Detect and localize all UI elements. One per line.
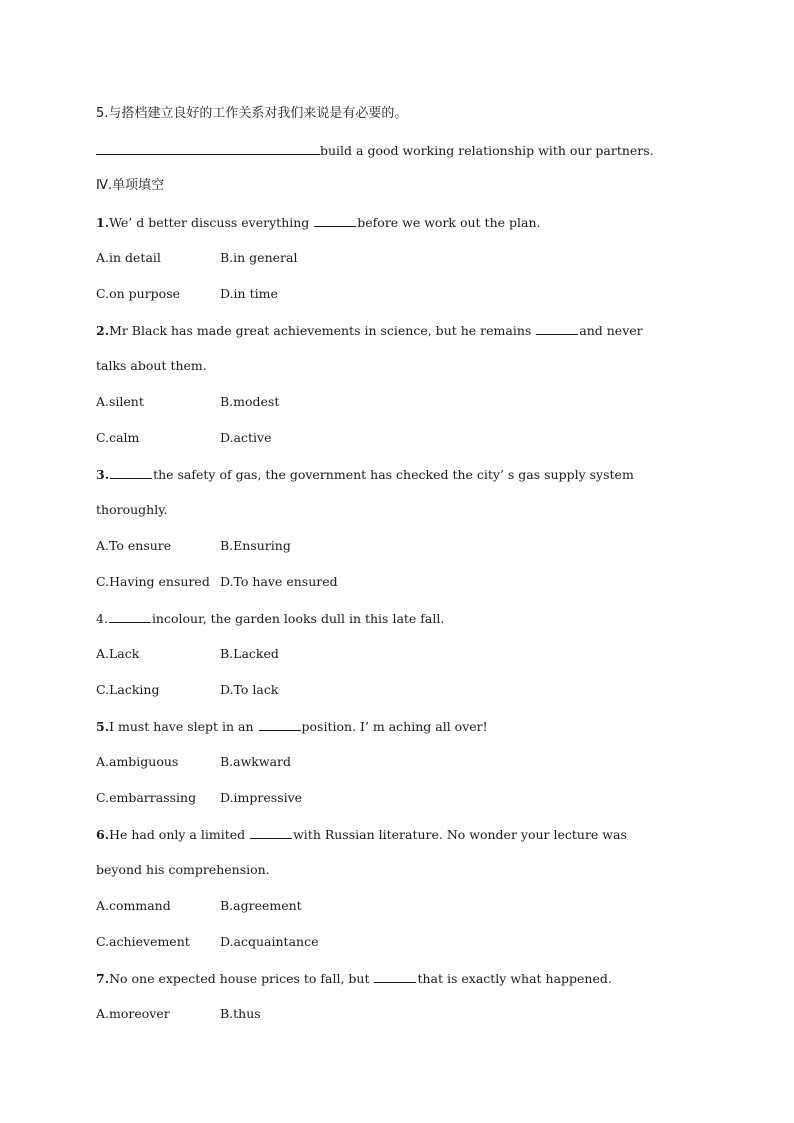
- question-7-options-ab: [96, 1006, 261, 1022]
- answer-blank[interactable]: [96, 142, 320, 155]
- stem-text: before we work out the plan.: [357, 215, 541, 230]
- stem-text: No one expected house prices to fall, but: [109, 971, 374, 986]
- question-6-stem-cont: beyond his comprehension.: [96, 862, 270, 877]
- question-number: 4.: [96, 611, 108, 626]
- question-4-options-ab: [96, 646, 279, 662]
- stem-text: incolour, the garden looks dull in this late fall.: [151, 611, 445, 626]
- question-3-stem-cont: thoroughly.: [96, 502, 168, 517]
- option-a[interactable]: A.command: [96, 898, 171, 913]
- option-c[interactable]: C.achievement: [96, 934, 190, 949]
- option-a[interactable]: A.in detail: [96, 250, 161, 265]
- q5-english-tail: build a good working relationship with our partners.: [320, 143, 654, 158]
- option-d[interactable]: D.To have ensured: [220, 574, 338, 589]
- question-6-stem: [96, 826, 627, 843]
- section-heading: Ⅳ.单项填空: [96, 178, 165, 193]
- stem-text: Mr Black has made great achievements in science, but he remains: [109, 323, 536, 338]
- q5-chinese-prompt: 5.与搭档建立良好的工作关系对我们来说是有必要的。: [96, 106, 408, 121]
- stem-text: He had only a limited: [109, 827, 250, 842]
- question-1-stem: [96, 214, 540, 231]
- question-6-options-ab: [96, 898, 302, 914]
- option-b[interactable]: B.modest: [220, 394, 280, 409]
- option-a[interactable]: A.Lack: [96, 646, 140, 661]
- question-number: 1.: [96, 215, 110, 230]
- question-4-stem: [96, 610, 444, 627]
- option-d[interactable]: D.impressive: [220, 790, 303, 805]
- option-c[interactable]: C.on purpose: [96, 286, 181, 301]
- option-c[interactable]: C.calm: [96, 430, 140, 445]
- stem-text: I must have slept in an: [109, 719, 258, 734]
- answer-blank[interactable]: [259, 718, 301, 731]
- question-5-options-ab: [96, 754, 292, 770]
- stem-text: that is exactly what happened.: [417, 971, 612, 986]
- answer-blank[interactable]: [374, 970, 416, 983]
- stem-text: with Russian literature. No wonder your lecture was: [293, 827, 627, 842]
- option-b[interactable]: B.Ensuring: [220, 538, 291, 553]
- question-3-stem: [96, 466, 634, 483]
- option-d[interactable]: D.To lack: [220, 682, 279, 697]
- question-5-stem: [96, 718, 488, 735]
- option-b[interactable]: B.in general: [220, 250, 298, 265]
- q5-translation-line: [96, 142, 654, 159]
- option-d[interactable]: D.active: [220, 430, 272, 445]
- question-6-options-cd: [96, 934, 319, 950]
- question-number: 7.: [96, 971, 110, 986]
- option-a[interactable]: A.ambiguous: [96, 754, 179, 769]
- question-number: 5.: [96, 719, 110, 734]
- option-b[interactable]: B.Lacked: [220, 646, 279, 661]
- option-d[interactable]: D.acquaintance: [220, 934, 319, 949]
- option-a[interactable]: A.moreover: [96, 1006, 170, 1021]
- answer-blank[interactable]: [110, 466, 152, 479]
- question-1-options-ab: [96, 250, 298, 266]
- question-number: 3.: [96, 467, 110, 482]
- option-a[interactable]: A.silent: [96, 394, 144, 409]
- question-7-stem: [96, 970, 612, 987]
- option-c[interactable]: C.Having ensured: [96, 574, 210, 589]
- answer-blank[interactable]: [314, 214, 356, 227]
- question-number: 2.: [96, 323, 110, 338]
- question-2-stem-cont: talks about them.: [96, 358, 207, 373]
- option-a[interactable]: A.To ensure: [96, 538, 172, 553]
- option-b[interactable]: B.agreement: [220, 898, 302, 913]
- answer-blank[interactable]: [109, 610, 151, 623]
- option-c[interactable]: C.embarrassing: [96, 790, 197, 805]
- option-b[interactable]: B.awkward: [220, 754, 292, 769]
- question-2-options-cd: [96, 430, 272, 446]
- answer-blank[interactable]: [250, 826, 292, 839]
- question-number: 6.: [96, 827, 110, 842]
- question-5-options-cd: [96, 790, 303, 806]
- stem-text: and never: [579, 323, 643, 338]
- question-2-stem: [96, 322, 643, 339]
- stem-text: We’ d better discuss everything: [109, 215, 314, 230]
- option-b[interactable]: B.thus: [220, 1006, 261, 1021]
- question-1-options-cd: [96, 286, 278, 302]
- option-d[interactable]: D.in time: [220, 286, 278, 301]
- answer-blank[interactable]: [536, 322, 578, 335]
- question-3-options-cd: [96, 574, 338, 590]
- option-c[interactable]: C.Lacking: [96, 682, 160, 697]
- question-3-options-ab: [96, 538, 291, 554]
- question-2-options-ab: [96, 394, 280, 410]
- stem-text: the safety of gas, the government has checked the city’ s gas supply system: [153, 467, 634, 482]
- question-4-options-cd: [96, 682, 279, 698]
- stem-text: position. I’ m aching all over!: [301, 719, 488, 734]
